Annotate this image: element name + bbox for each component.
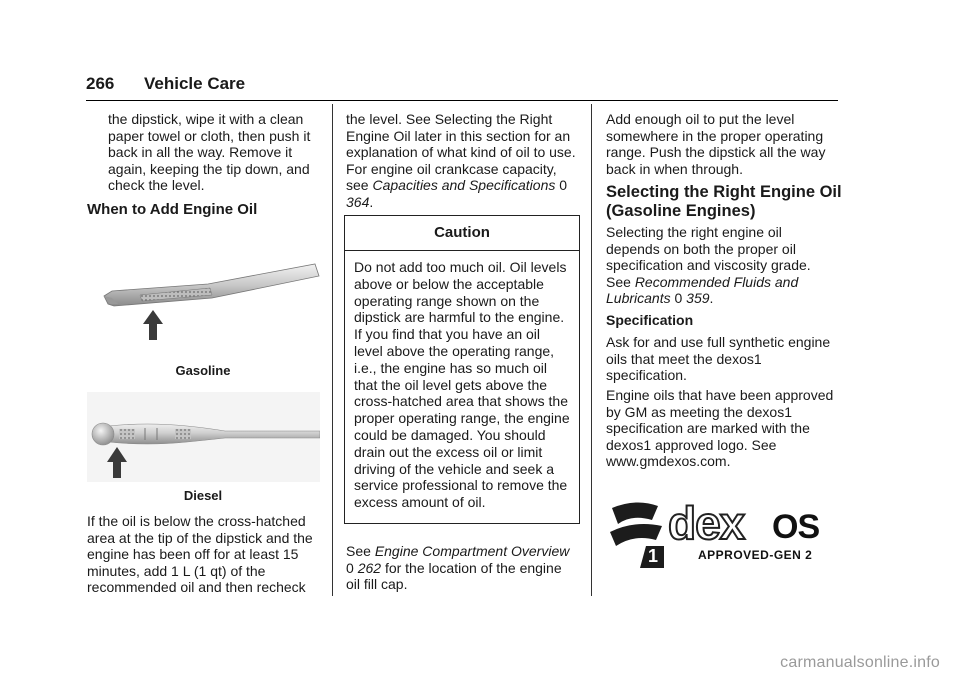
section-title: Vehicle Care bbox=[144, 74, 246, 93]
page-ref-glyph: 0 bbox=[346, 559, 354, 576]
caption-gasoline: Gasoline bbox=[175, 363, 231, 378]
capacities-page-link[interactable]: 364 bbox=[346, 193, 370, 210]
column-divider-1 bbox=[332, 104, 333, 596]
page-ref-glyph: 0 bbox=[559, 177, 568, 193]
dexos-word-light: dex bbox=[668, 497, 745, 549]
page-ref-glyph: 0 bbox=[674, 290, 683, 306]
intro-paragraph: the dipstick, wipe it with a clean paper towel or cloth, then push it back in all the way. Remove it again, keeping the tip down, and check the level. bbox=[108, 111, 311, 193]
dexos-word-bold: OS bbox=[772, 508, 820, 546]
recommended-fluids-page-link[interactable]: 359 bbox=[686, 290, 710, 306]
column-divider-2 bbox=[591, 104, 592, 596]
when-to-add-heading: When to Add Engine Oil bbox=[87, 201, 258, 218]
caution-box bbox=[344, 215, 580, 524]
selecting-oil-heading: Selecting the Right Engine Oil (Gasoline Engines) bbox=[606, 183, 842, 220]
page-header bbox=[86, 72, 838, 101]
synthetic-oil-paragraph: Ask for and use full synthetic engine oils that meet the dexos1 specification. bbox=[606, 334, 831, 383]
dexos-logo bbox=[606, 492, 838, 580]
caution-title: Caution bbox=[345, 216, 579, 251]
watermark: carmanualsonline.info bbox=[780, 654, 940, 671]
caption-diesel: Diesel bbox=[183, 488, 223, 503]
gasoline-dipstick-image bbox=[100, 258, 320, 348]
engine-compartment-paragraph: See Engine Compartment Overview 0 262 for the location of the engine oil fill cap. bbox=[346, 543, 570, 592]
capacities-link[interactable]: Capacities and Specifications bbox=[372, 177, 556, 193]
selecting-oil-paragraph: Selecting the right engine oil depends on both the proper oil specification and viscosity grade. See Recommended Fluids and Lubricants 0 359. bbox=[606, 224, 811, 306]
add-oil-paragraph: Add enough oil to put the level somewhere in the proper operating range. Push the dipstick all the way back in when through. bbox=[606, 111, 826, 177]
engine-compartment-link[interactable]: Engine Compartment Overview bbox=[374, 543, 570, 559]
level-paragraph: the level. See Selecting the Right Engine Oil later in this section for an explanation of what kind of oil to use. For engine oil crankcase capacity, see Capacities and Specifications 0 364. bbox=[346, 111, 576, 210]
specification-heading: Specification bbox=[606, 312, 694, 328]
caution-text: Do not add too much oil. Oil levels above or below the acceptable operating range shown on the dipstick are harmful to the engine. If you find that you have an oil level above the operating range, i.e., the engine has so much oil that the oil level gets above the cross-hatched area that shows the proper operating range, the engine could be damaged. You should drain out the excess oil or limit driving of the vehicle and seek a service professional to remove the excess amount of oil. bbox=[354, 259, 570, 511]
page-number: 266 bbox=[86, 74, 115, 93]
recommended-fluids-link[interactable]: Recommended Fluids and Lubricants bbox=[606, 273, 799, 306]
diesel-dipstick-image bbox=[87, 392, 320, 482]
dexos-subtitle: APPROVED-GEN 2 bbox=[698, 548, 813, 562]
dexos-number: 1 bbox=[647, 546, 658, 566]
dexos-approved-paragraph: Engine oils that have been approved by GM as meeting the dexos1 specification are marked with the dexos1 approved logo. See www.gmdexos.com. bbox=[606, 387, 834, 469]
engine-compartment-page-link[interactable]: 262 bbox=[357, 559, 382, 576]
recheck-paragraph: If the oil is below the cross-hatched area at the tip of the dipstick and the engine has been off for at least 15 minutes, add 1 L (1 qt) of the recommended oil and then recheck bbox=[87, 513, 313, 595]
